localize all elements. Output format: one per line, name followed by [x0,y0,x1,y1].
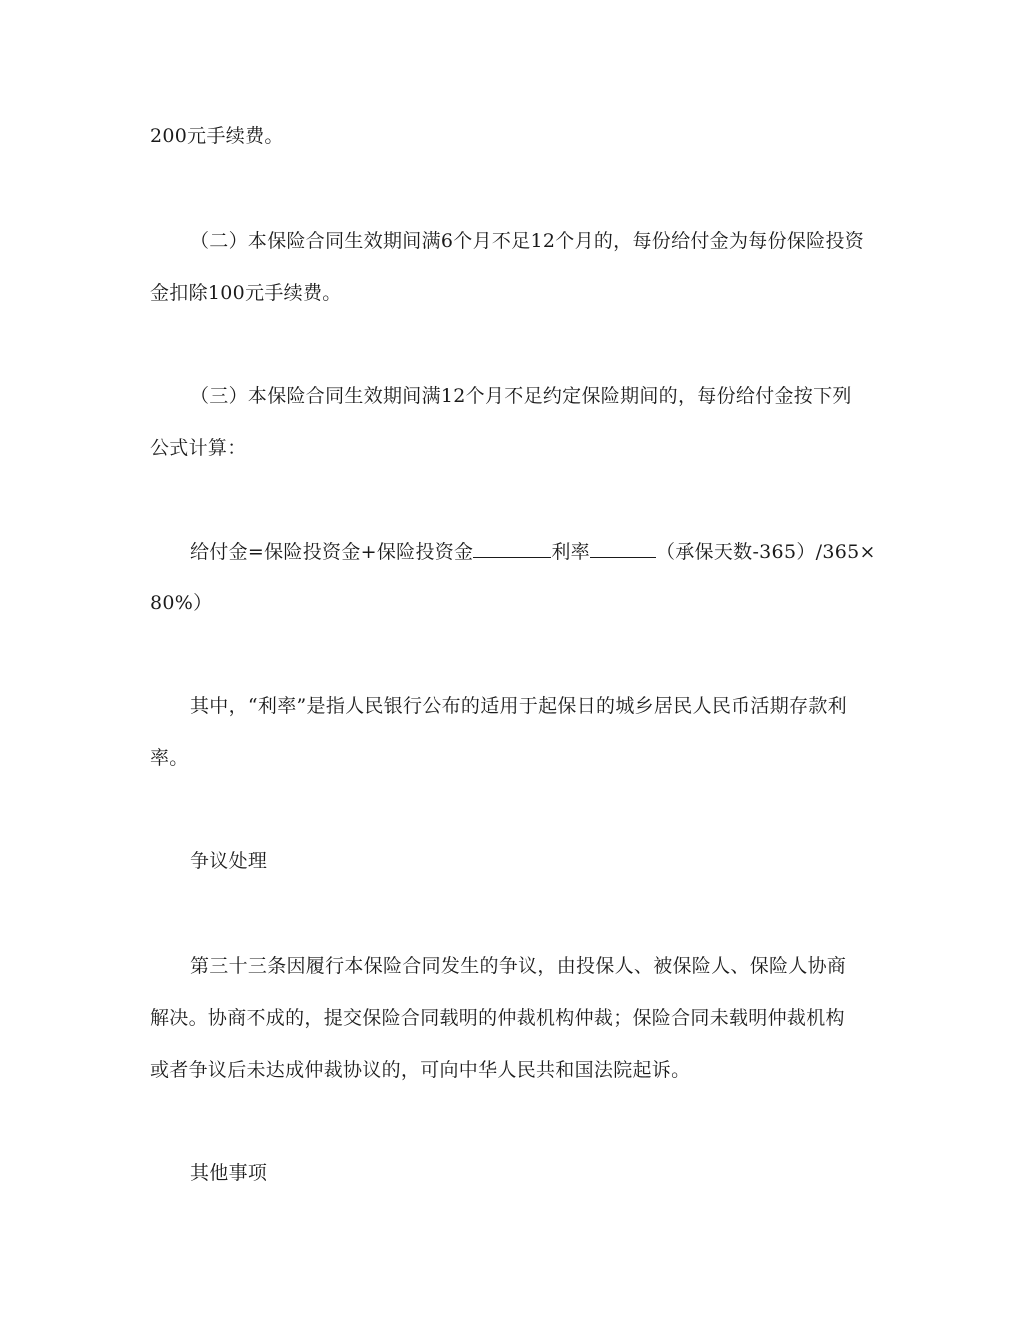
formula-part-2: 利率 [551,541,590,563]
article-33-line-2: 解决。协商不成的，提交保险合同载明的仲裁机构仲裁；保险合同未载明仲裁机构 [150,1007,845,1029]
article-33-line-3: 或者争议后未达成仲裁协议的，可向中华人民共和国法院起诉。 [150,1059,691,1081]
formula-line-2: 80%） [150,592,213,614]
clause-three-line-1: （三）本保险合同生效期间满12个月不足约定保险期间的，每份给付金按下列 [190,385,852,407]
formula-blank-1 [473,539,551,558]
clause-two-line-2: 金扣除100元手续费。 [150,282,342,304]
article-33-line-1: 第三十三条因履行本保险合同发生的争议，由投保人、被保险人、保险人协商 [190,955,847,977]
paragraph-fee-continuation: 200元手续费。 [150,125,284,147]
clause-two-line-1: （二）本保险合同生效期间满6个月不足12个月的，每份给付金为每份保险投资 [190,230,865,252]
rate-definition-line-1: 其中，“利率”是指人民银行公布的适用于起保日的城乡居民人民币活期存款利 [190,695,847,717]
formula-line-1 [190,539,920,564]
section-heading-dispute: 争议处理 [190,850,268,872]
section-heading-other: 其他事项 [190,1162,268,1184]
formula-part-1: 给付金=保险投资金+保险投资金 [190,541,474,563]
formula-part-3: （承保天数-365）/365× [655,541,876,563]
clause-three-line-2: 公式计算： [150,437,247,459]
formula-blank-2 [590,539,656,558]
rate-definition-line-2: 率。 [150,747,189,769]
